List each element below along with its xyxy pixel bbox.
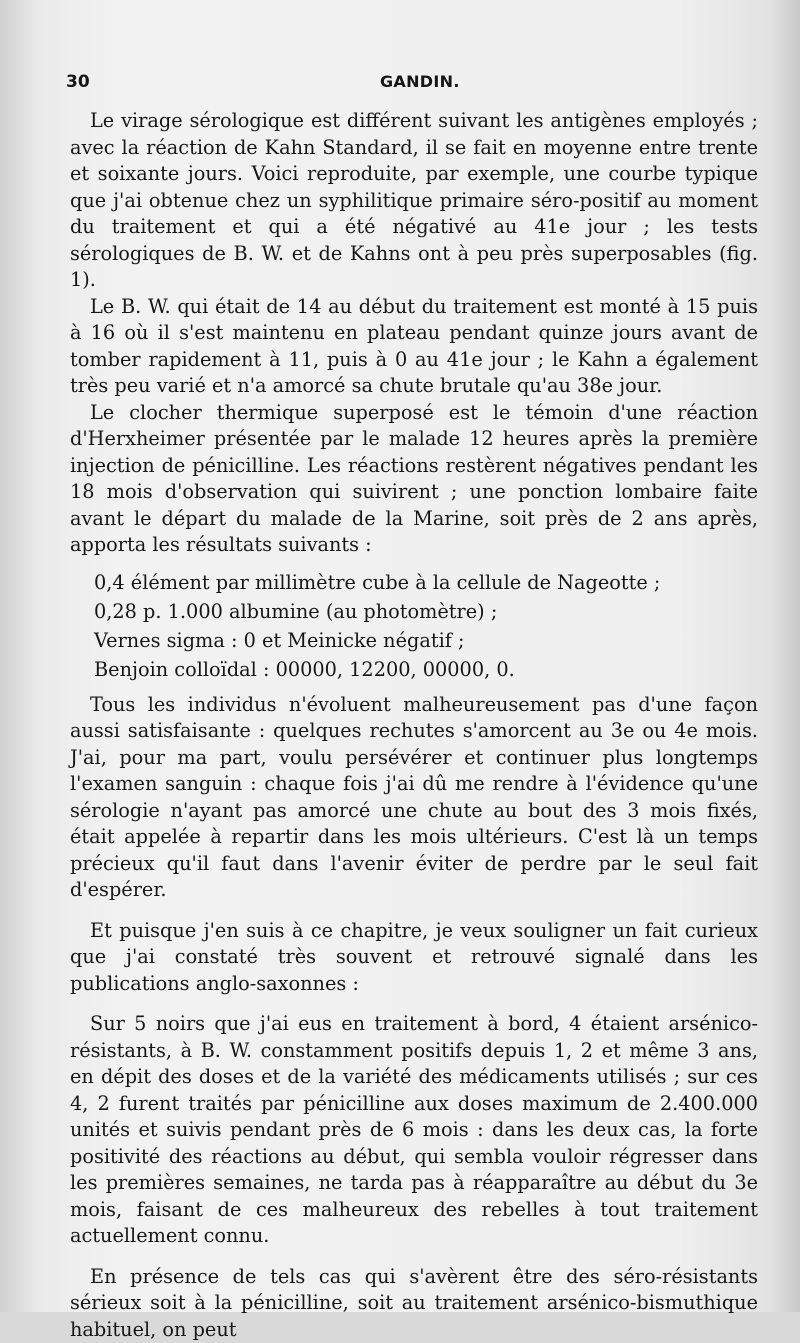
paragraph-noirs: Sur 5 noirs que j'ai eus en traitement à bord, 4 étaient arsénico-résistants, à B. W. constamment positifs depuis 1, 2 et même 3 ans, en dépit des doses et de la variété des médicaments utilisés ; sur ces 4, 2 furent traités par pénicilline aux doses maximum de 2.400.000 unités et suivis pendant près de 6 mois : dans les deux cas, la forte positivité des réactions au début, qui sembla vouloir régresser dans les premières semaines, ne tarda pas à réapparaître au début du 3e mois, faisant de ces malheureux des rebelles à tout traitement actuellement connu. bbox=[70, 1011, 758, 1250]
page-number: 30 bbox=[66, 72, 90, 92]
page-header bbox=[66, 68, 760, 98]
paragraph-herxheimer: Le clocher thermique superposé est le témoin d'une réaction d'Herxheimer présentée par le malade 12 heures après la première injection de pénicilline. Les réactions restèrent négatives pendant les 18 mois d'observation qui suivirent ; une ponction lombaire faite avant le départ du malade de la Marine, soit près de 2 ans après, apporta les résultats suivants : bbox=[70, 400, 758, 559]
list-item: 0,28 p. 1.000 albumine (au photomètre) ; bbox=[94, 597, 758, 626]
paragraph-bw-curve: Le B. W. qui était de 14 au début du traitement est monté à 15 puis à 16 où il s'est maintenu en plateau pendant quinze jours avant de tomber rapidement à 11, puis à 0 au 41e jour ; le Kahn a également très peu varié et n'a amorcé sa chute brutale qu'au 38e jour. bbox=[70, 294, 758, 400]
paragraph-presence: En présence de tels cas qui s'avèrent être des séro-résistants sérieux soit à la pénicilline, soit au traitement arsénico-bismuthique habituel, on peut bbox=[70, 1264, 758, 1343]
list-item: Vernes sigma : 0 et Meinicke négatif ; bbox=[94, 626, 758, 655]
paragraph-rechutes: Tous les individus n'évoluent malheureusement pas d'une façon aussi satisfaisante : quelques rechutes s'amorcent au 3e ou 4e mois. J'ai, pour ma part, voulu persévérer et continuer plus longtemps l'examen sanguin : chaque fois j'ai dû me rendre à l'évidence qu'une sérologie n'ayant pas amorcé une chute au bout des 3 mois fixés, était appelée à repartir dans les mois ultérieurs. C'est là un temps précieux qu'il faut dans l'avenir éviter de perdre par le seul fait d'espérer. bbox=[70, 692, 758, 904]
list-item: 0,4 élément par millimètre cube à la cellule de Nageotte ; bbox=[94, 568, 758, 597]
paragraph-chapitre: Et puisque j'en suis à ce chapitre, je veux souligner un fait curieux que j'ai constaté très souvent et retrouvé signalé dans les publications anglo-saxonnes : bbox=[70, 918, 758, 998]
body-text bbox=[70, 108, 758, 1343]
results-list bbox=[94, 568, 758, 684]
list-item: Benjoin colloïdal : 00000, 12200, 00000, 0. bbox=[94, 655, 758, 684]
paragraph-virage: Le virage sérologique est différent suivant les antigènes employés ; avec la réaction de Kahn Standard, il se fait en moyenne entre trente et soixante jours. Voici reproduite, par exemple, une courbe typique que j'ai obtenue chez un syphilitique primaire séro-positif au moment du traitement et qui a été négativé au 41e jour ; les tests sérologiques de B. W. et de Kahns ont à peu près superposables (fig. 1). bbox=[70, 108, 758, 294]
running-title: GANDIN. bbox=[380, 72, 460, 91]
